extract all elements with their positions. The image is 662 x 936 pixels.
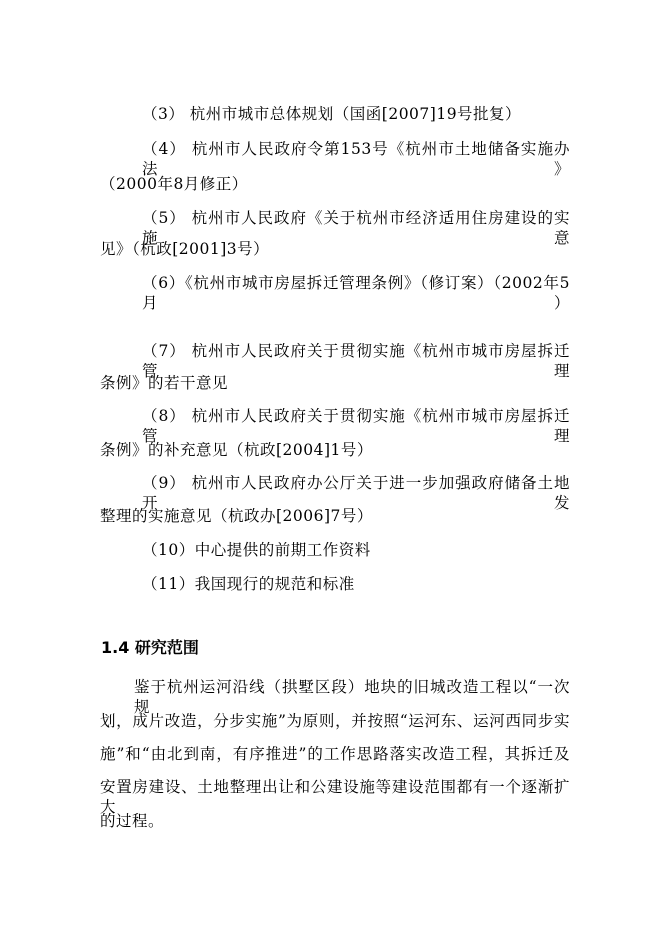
ref-4-line-2: （2000年8月修正） — [100, 175, 248, 193]
ref-3-line-1: （3） 杭州市城市总体规划（国函[2007]19号批复） — [142, 105, 522, 123]
paragraph-line-4: 安置房建设、土地整理出让和公建设施等建设范围都有一个逐渐扩大 — [100, 778, 570, 816]
ref-11-line: （11）我国现行的规范和标准 — [142, 575, 355, 593]
paragraph-line-5: 的过程。 — [100, 812, 165, 830]
ref-6-line-1: （6）《杭州市城市房屋拆迁管理条例》（修订案）（2002年5月） — [142, 274, 570, 312]
ref-5-line-1: （5） 杭州市人民政府《关于杭州市经济适用住房建设的实施意 — [142, 209, 570, 247]
ref-9-line-2: 整理的实施意见（杭政办[2006]7号） — [100, 507, 373, 525]
ref-10-line: （10）中心提供的前期工作资料 — [142, 541, 371, 559]
section-heading: 1.4 研究范围 — [101, 638, 199, 657]
ref-9-line-1: （9） 杭州市人民政府办公厅关于进一步加强政府储备土地开发 — [142, 474, 570, 512]
ref-8-line-1: （8） 杭州市人民政府关于贯彻实施《杭州市城市房屋拆迁管理 — [142, 407, 570, 445]
ref-7-line-1: （7） 杭州市人民政府关于贯彻实施《杭州市城市房屋拆迁管理 — [142, 342, 570, 380]
ref-5-line-2: 见》（杭政[2001]3号） — [100, 240, 270, 258]
ref-8-line-2: 条例》的补充意见（杭政[2004]1号） — [100, 441, 373, 459]
paragraph-line-1: 鉴于杭州运河沿线（拱墅区段）地块的旧城改造工程以“一次规 — [134, 678, 570, 716]
paragraph-line-2: 划，成片改造，分步实施”为原则，并按照“运河东、运河西同步实 — [100, 712, 570, 730]
ref-4-line-1: （4） 杭州市人民政府令第153号《杭州市土地储备实施办法》 — [142, 140, 570, 178]
ref-7-line-2: 条例》的若干意见 — [100, 374, 229, 392]
paragraph-line-3: 施”和“由北到南，有序推进”的工作思路落实改造工程，其拆迁及 — [100, 745, 570, 763]
